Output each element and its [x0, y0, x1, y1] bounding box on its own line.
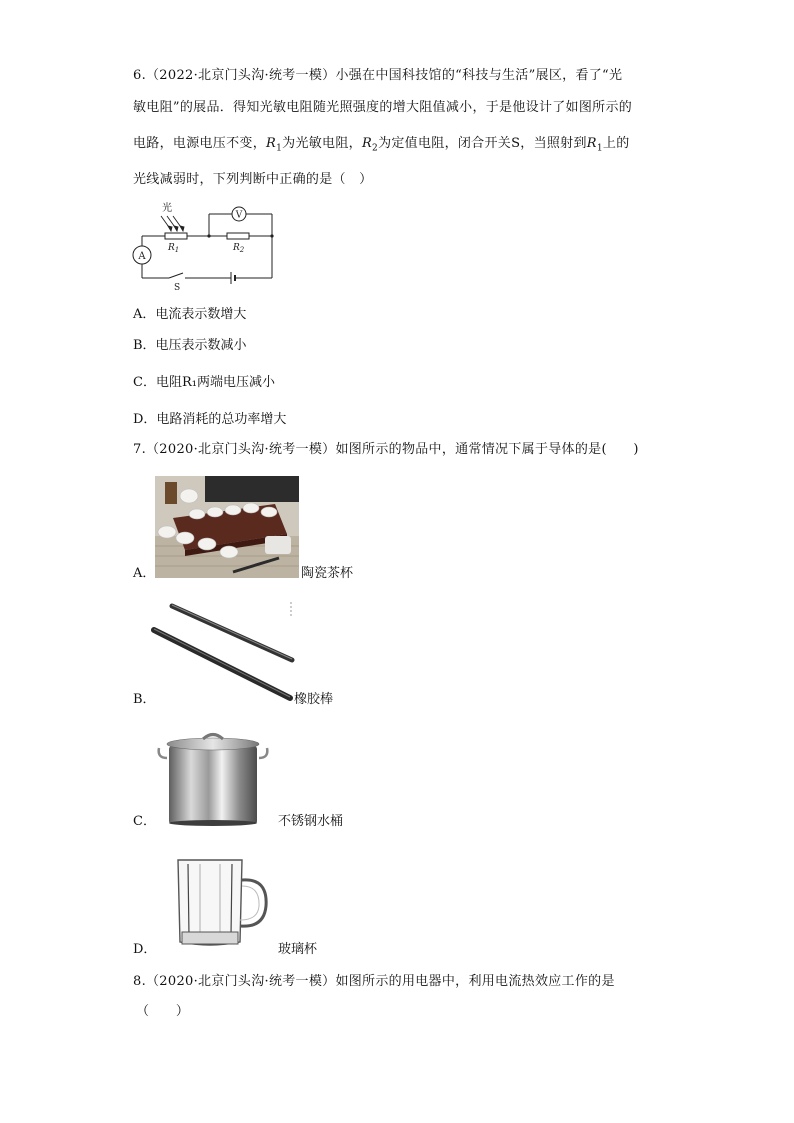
q8-stem: 8.（2020·北京门头沟·统考一模）如图所示的用电器中，利用电流热效应工作的是 — [133, 974, 615, 989]
q6-option-c[interactable]: C．电阻R₁两端电压减小 — [133, 375, 275, 390]
q7-option-b-caption: 橡胶棒 — [294, 692, 334, 707]
r1-label: $R_1$ — [168, 243, 180, 254]
q6-stem-line2: 敏电阻”的展品．得知光敏电阻随光照强度的增大阻值减小，于是他设计了如图所示的 — [133, 100, 633, 115]
q7-stem: 7.（2020·北京门头沟·统考一模）如图所示的物品中，通常情况下属于导体的是( ) — [133, 442, 639, 457]
q7-option-a-caption: 陶瓷茶杯 — [301, 566, 354, 581]
svg-text:A: A — [138, 251, 146, 262]
q6-stem-line1: 6.（2022·北京门头沟·统考一模）小强在中国科技馆的“科技与生活”展区，看了“光 — [133, 68, 623, 83]
stainless-steel-bucket-image — [157, 730, 269, 826]
glass-cup-image — [172, 856, 272, 950]
rubber-rod-image — [150, 600, 296, 704]
q6-option-d[interactable]: D．电路消耗的总功率增大 — [133, 412, 287, 427]
q6-option-b[interactable]: B．电压表示数减小 — [133, 338, 247, 353]
resistor-r2 — [227, 233, 249, 239]
svg-text:V: V — [235, 210, 243, 221]
q7-option-d-caption: 玻璃杯 — [278, 942, 318, 957]
q7-option-b-letter[interactable]: B． — [133, 692, 156, 707]
q7-option-c-caption: 不锈钢水桶 — [278, 814, 344, 829]
q7-option-c-letter[interactable]: C． — [133, 814, 156, 829]
q8-answer-paren: （ ） — [136, 1004, 190, 1019]
light-label: 光 — [162, 203, 172, 214]
r2-label: $R_2$ — [233, 243, 245, 254]
q7-option-d-letter[interactable]: D． — [133, 942, 157, 957]
switch-label: S — [174, 283, 181, 293]
circuit-diagram — [125, 198, 285, 294]
q6-option-a[interactable]: A．电流表示数增大 — [133, 307, 247, 322]
q6-stem-line4: 光线减弱时，下列判断中正确的是（ ） — [133, 172, 373, 187]
light-arrows — [161, 216, 184, 231]
switch-s — [169, 273, 183, 278]
ceramic-teacup-image — [155, 476, 299, 578]
q7-option-a-letter[interactable]: A． — [133, 566, 156, 581]
q6-stem-line3: 电路，电源电压不变，$R_1$为光敏电阻，$R_2$为定值电阻，闭合开关S，当照射到$R_1$上的 — [133, 136, 630, 154]
resistor-r1 — [165, 233, 187, 239]
